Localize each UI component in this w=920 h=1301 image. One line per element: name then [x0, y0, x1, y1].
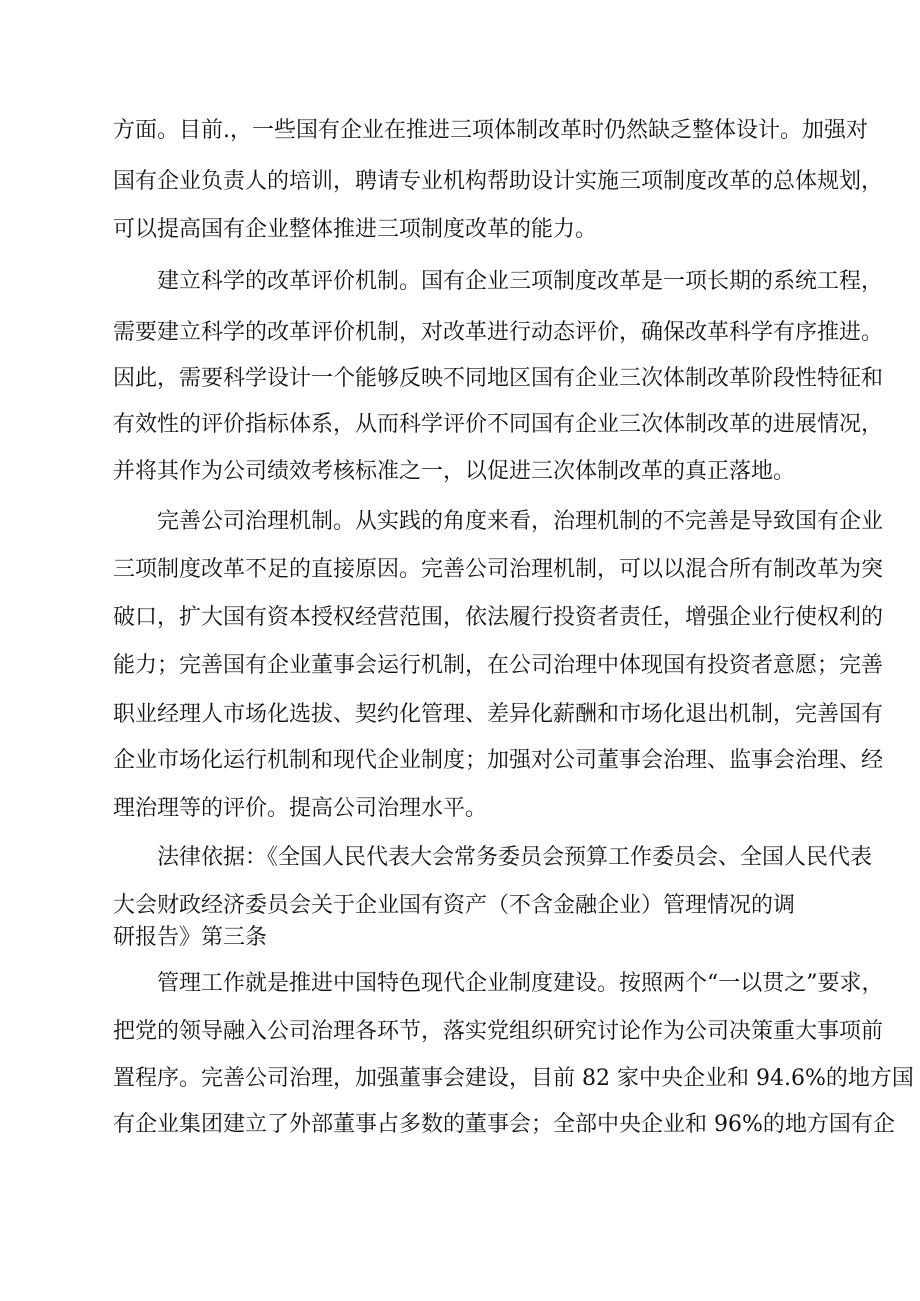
text-line: 方面。目前.，一些国有企业在推进三项体制改革时仍然缺乏整体设计。加强对: [113, 118, 868, 143]
text-line: 理治理等的评价。提高公司治理水平。: [113, 796, 488, 821]
text-line: 需要建立科学的改革评价机制，对改革进行动态评价，确保改革科学有序推进。: [113, 320, 884, 345]
text-line: 置程序。完善公司治理，加强董事会建设，目前 82 家中央企业和 94.6%的地方国: [113, 1066, 914, 1091]
text-line: 企业市场化运行机制和现代企业制度；加强对公司董事会治理、监事会治理、经: [113, 748, 884, 773]
text-line: 并将其作为公司绩效考核标准之一，以促进三次体制改革的真正落地。: [113, 459, 796, 484]
text-line: 大会财政经济委员会关于企业国有资产（不含金融企业）管理情况的调: [113, 893, 796, 918]
text-line: 有效性的评价指标体系，从而科学评价不同国有企业三次体制改革的进展情况，: [113, 412, 884, 437]
text-line: 破口，扩大国有资本授权经营范围，依法履行投资者责任，增强企业行使权利的: [113, 605, 884, 630]
text-line: 管理工作就是推进中国特色现代企业制度建设。按照两个“一以贯之”要求，: [157, 971, 884, 996]
text-line: 建立科学的改革评价机制。国有企业三项制度改革是一项长期的系统工程，: [157, 269, 884, 294]
text-line: 职业经理人市场化选拔、契约化管理、差异化薪酬和市场化退出机制，完善国有: [113, 702, 884, 727]
text-line: 国有企业负责人的培训，聘请专业机构帮助设计实施三项制度改革的总体规划，: [113, 169, 884, 194]
text-line: 完善公司治理机制。从实践的角度来看，治理机制的不完善是导致国有企业: [157, 509, 884, 534]
text-line: 把党的领导融入公司治理各环节，落实党组织研究讨论作为公司决策重大事项前: [113, 1019, 884, 1044]
text-line: 可以提高国有企业整体推进三项制度改革的能力。: [113, 217, 598, 242]
text-line: 因此，需要科学设计一个能够反映不同地区国有企业三次体制改革阶段性特征和: [113, 366, 884, 391]
text-line: 法律依据：《全国人民代表大会常务委员会预算工作委员会、全国人民代表: [157, 845, 873, 870]
text-line: 有企业集团建立了外部董事占多数的董事会；全部中央企业和 96%的地方国有企: [113, 1112, 895, 1137]
text-line: 三项制度改革不足的直接原因。完善公司治理机制，可以以混合所有制改革为突: [113, 557, 884, 582]
text-line: 能力；完善国有企业董事会运行机制，在公司治理中体现国有投资者意愿；完善: [113, 653, 884, 678]
text-line: 研报告》第三条: [113, 925, 268, 950]
